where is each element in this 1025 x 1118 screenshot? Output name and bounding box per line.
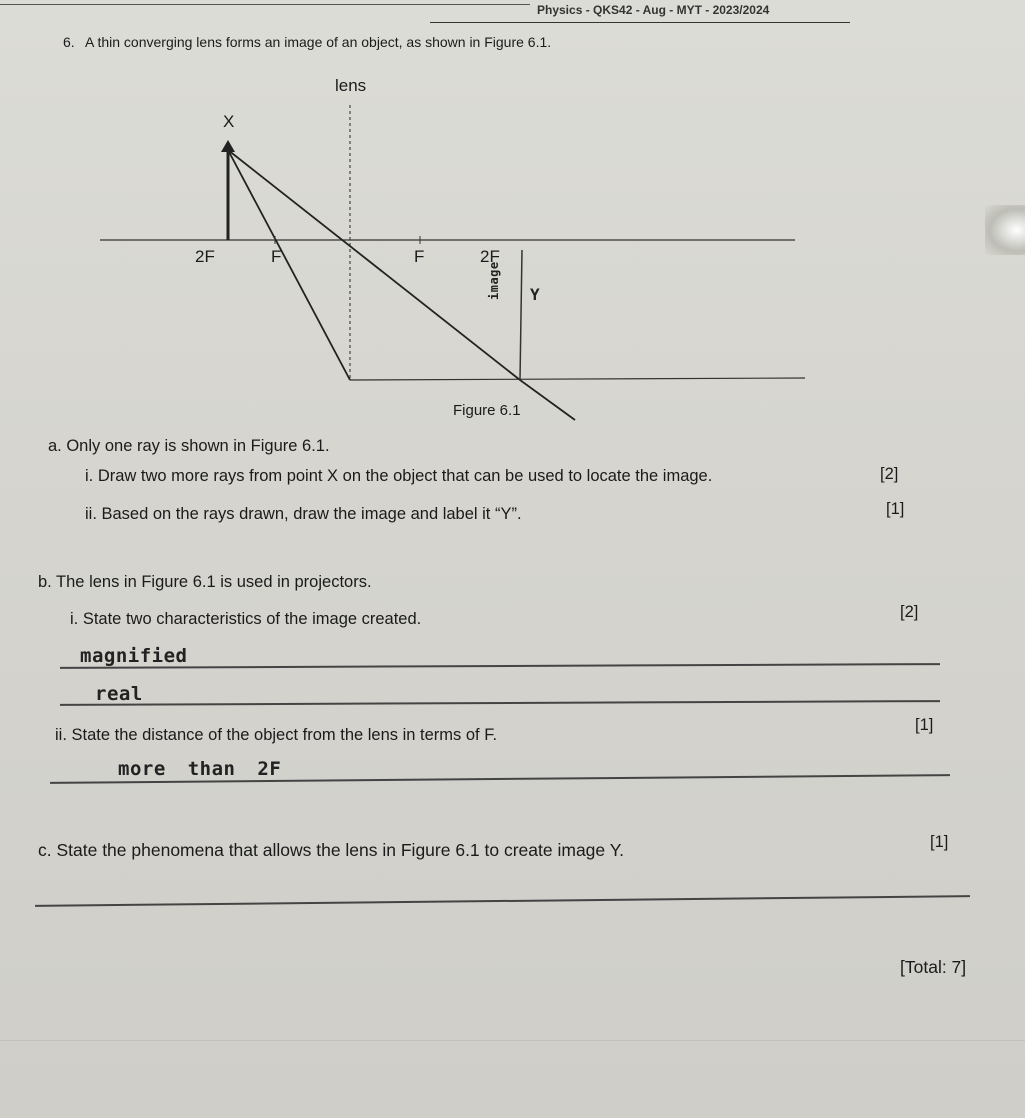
axis-label-f-right: F	[414, 247, 425, 266]
total-marks: [Total: 7]	[900, 957, 967, 977]
axis-label-2f-left: 2F	[195, 247, 215, 266]
answer-line-2	[60, 700, 940, 705]
ray-to-focal	[228, 150, 350, 380]
light-glare	[985, 205, 1025, 255]
part-a-intro: a. Only one ray is shown in Figure 6.1.	[48, 437, 330, 455]
point-x-label: X	[223, 112, 235, 131]
page-divider	[0, 1040, 1025, 1041]
handwritten-y-label: Y	[530, 285, 541, 304]
answer-more-than-2f: more than 2F	[118, 758, 282, 780]
answer-line-1	[60, 663, 940, 668]
answer-line-4	[35, 895, 970, 906]
figure-6-1	[0, 0, 1025, 440]
axis-label-f-left: F	[271, 247, 282, 266]
part-a-i: i. Draw two more rays from point X on the object that can be used to locate the image.	[85, 467, 713, 485]
part-b-ii-marks: [1]	[915, 716, 934, 734]
answer-magnified: magnified	[80, 645, 188, 667]
axis-label-2f-right: 2F	[480, 247, 500, 266]
question-stem: A thin converging lens forms an image of an object, as shown in Figure 6.1.	[85, 34, 552, 50]
question-number: 6.	[63, 34, 75, 50]
lower-axis	[350, 378, 805, 380]
part-b-ii: ii. State the distance of the object from the lens in terms of F.	[55, 726, 498, 744]
figure-caption: Figure 6.1	[453, 402, 521, 419]
part-a-ii-marks: [1]	[886, 500, 905, 518]
part-b-i: i. State two characteristics of the image created.	[70, 610, 422, 628]
answer-real: real	[95, 683, 143, 705]
part-a-i-marks: [2]	[880, 465, 899, 483]
part-a-ii: ii. Based on the rays drawn, draw the image and label it “Y”.	[85, 505, 522, 523]
page-header: Physics - QKS42 - Aug - MYT - 2023/2024	[537, 3, 770, 17]
part-c-question: c. State the phenomena that allows the lens in Figure 6.1 to create image Y.	[38, 840, 624, 860]
part-b-intro: b. The lens in Figure 6.1 is used in projectors.	[38, 573, 372, 591]
handwritten-image-label: image	[487, 261, 501, 300]
part-c-marks: [1]	[930, 833, 949, 851]
part-b-i-marks: [2]	[900, 603, 919, 621]
ray-lower	[520, 380, 575, 420]
image-line	[520, 250, 522, 380]
lens-label: lens	[335, 76, 367, 95]
